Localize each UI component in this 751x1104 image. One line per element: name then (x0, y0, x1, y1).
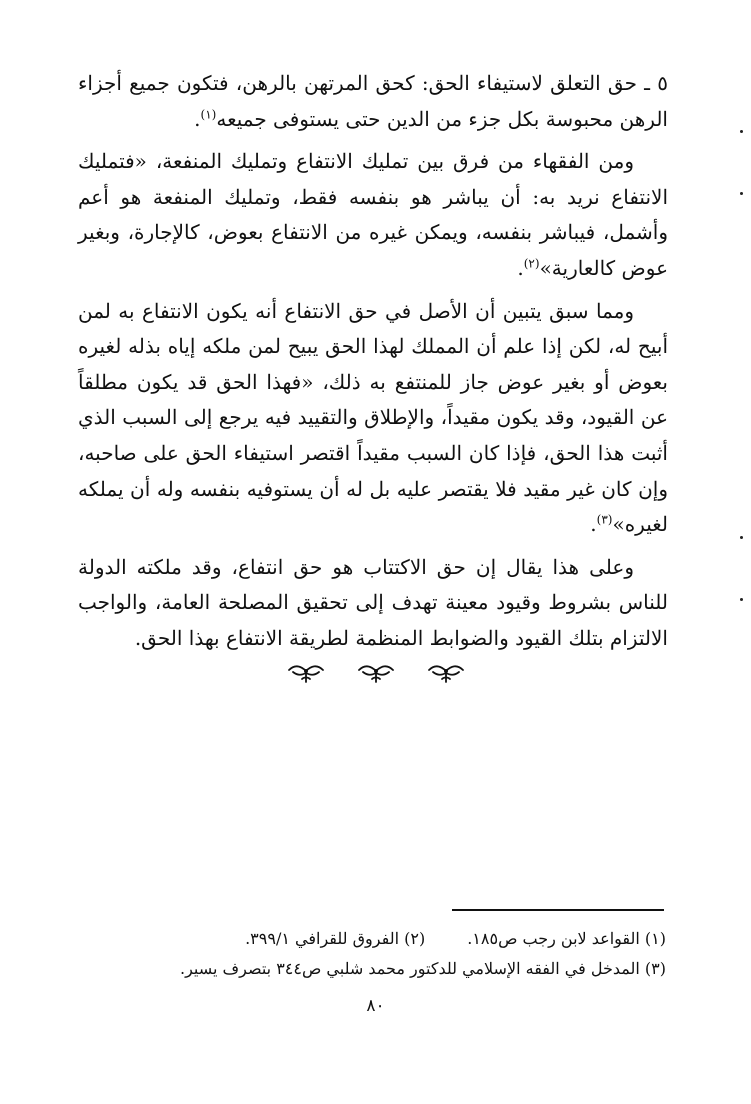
paragraph-text: ومما سبق يتبين أن الأصل في حق الانتفاع أنه يكون الانتفاع به لمن أبيح له، لكن إذا علم أن المملك لهذا الحق يبيح لمن ملكه إياه بذله لغيره بعوض أو بغير عوض جاز للمنتفع به ذلك، «فهذا الحق قد يكون مطلقاً عن القيود، وقد يكون مقيداً، والإطلاق والتقييد فيه يرجع إلى السبب الذي أثبت هذا الحق، فإذا كان السبب مقيداً اقتصر استيفاء الحق على صاحبه، وإن كان غير مقيد فلا يقتصر عليه بل له أن يستوفيه بنفسه وله أن يملكه لغيره» (78, 298, 668, 537)
footnote-separator (452, 909, 664, 911)
footnote-ref: (٣) (596, 512, 613, 527)
floral-ornament-icon (285, 662, 327, 684)
margin-dot (740, 598, 743, 601)
paragraph-ownership-types (78, 144, 668, 286)
section-divider (0, 662, 751, 684)
footnote-row (100, 924, 666, 954)
footnote-ref: (١) (200, 106, 217, 121)
footnote-row (100, 954, 666, 984)
main-text (78, 66, 668, 657)
floral-ornament-icon (425, 662, 467, 684)
paragraph-end: . (517, 255, 524, 280)
paragraph-end: . (590, 512, 597, 537)
margin-dot (740, 130, 743, 133)
paragraph-text: ٥ ـ حق التعلق لاستيفاء الحق: كحق المرتهن بالرهن، فتكون جميع أجزاء الرهن محبوسة بكل جزء من الدين حتى يستوفى جميعه (78, 71, 668, 131)
footnote-3: (٣) المدخل في الفقه الإسلامي للدكتور محمد شلبي ص٣٤٤ بتصرف يسير. (179, 959, 666, 978)
footnote-2: (٢) الفروق للقرافي ٣٩٩/١. (245, 929, 426, 948)
paragraph-item-5 (78, 66, 668, 137)
footnotes (100, 924, 666, 984)
margin-dot (740, 192, 743, 195)
paragraph-end: . (194, 106, 201, 131)
paragraph-subscription-right (78, 550, 668, 657)
footnote-ref: (٢) (523, 256, 540, 271)
paragraph-usage-right (78, 294, 668, 543)
paragraph-text: ومن الفقهاء من فرق بين تمليك الانتفاع وتمليك المنفعة، «فتمليك الانتفاع نريد به: أن يباشر هو بنفسه فقط، وتمليك المنفعة هو أعم وأشمل، فيباشر بنفسه، ويمكن غيره من الانتفاع بعوض، كالإجارة، وبغير عوض كالعارية» (78, 149, 668, 280)
paragraph-text: وعلى هذا يقال إن حق الاكتتاب هو حق انتفاع، وقد ملكته الدولة للناس بشروط وقيود معينة تهدف إلى تحقيق المصلحة العامة، والواجب الالتزام بتلك القيود والضوابط المنظمة لطريقة الانتفاع بهذا الحق. (78, 554, 668, 650)
footnote-1: (١) القواعد لابن رجب ص١٨٥. (467, 929, 666, 948)
page-number: ٨٠ (366, 996, 385, 1016)
margin-dot (740, 536, 743, 539)
floral-ornament-icon (355, 662, 397, 684)
